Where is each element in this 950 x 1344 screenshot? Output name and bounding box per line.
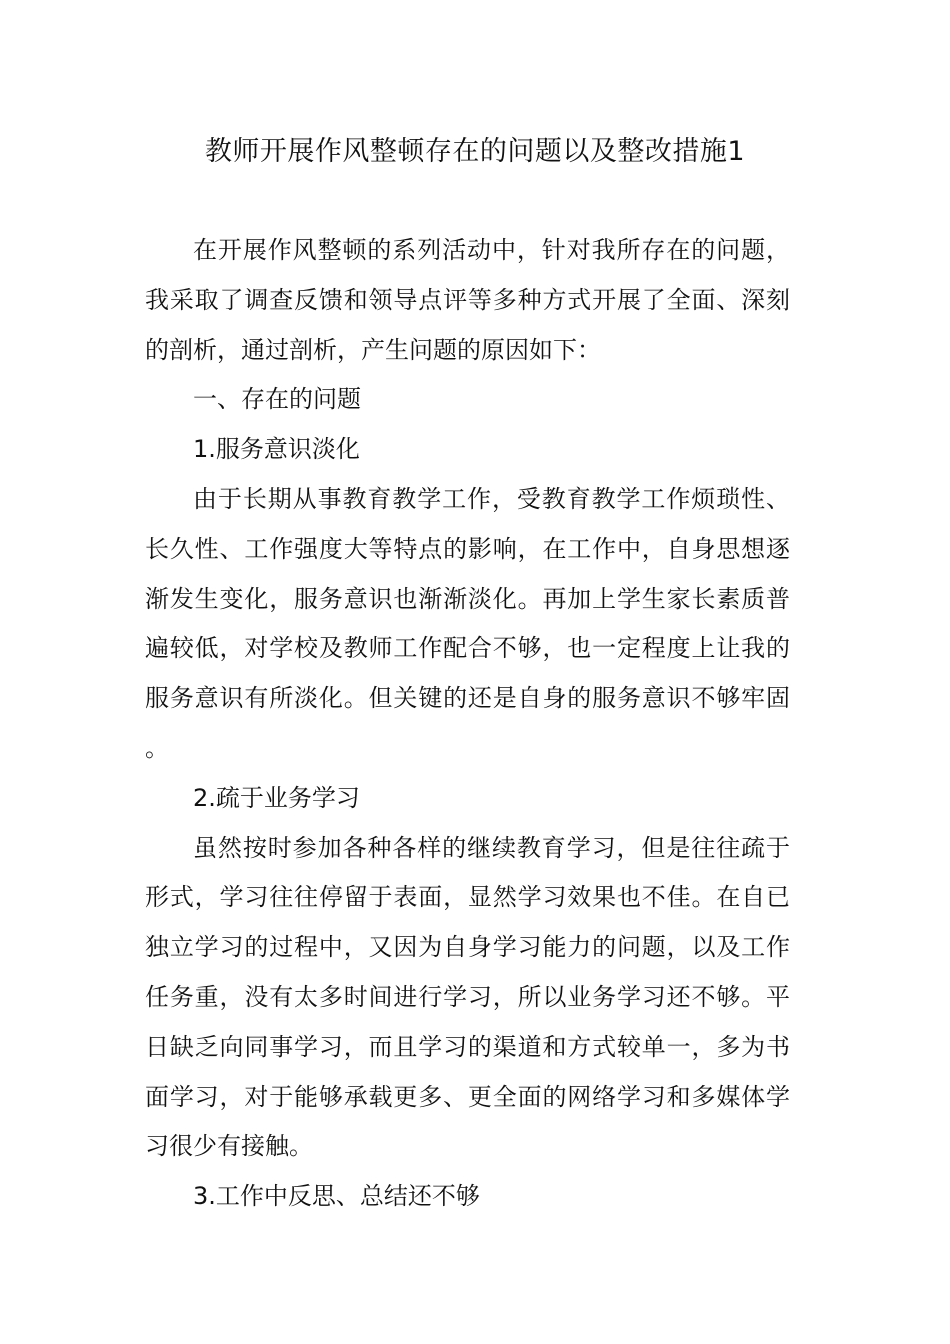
item-heading-1: 1.服务意识淡化 <box>193 435 360 464</box>
item-heading-3: 3.工作中反思、总结还不够 <box>193 1182 480 1211</box>
item-body-1: 由于长期从事教育教学工作，受教育教学工作烦琐性、长久性、工作强度大等特点的影响，在工作中，自身思想逐渐发生变化，服务意识也渐渐淡化。再加上学生家长素质普遍较低，对学校及教师工作配合不够，也一定程度上让我的服务意识有所淡化。但关键的还是自身的服务意识不够牢固。 <box>145 484 790 762</box>
document-title: 教师开展作风整顿存在的问题以及整改措施1 <box>204 136 746 167</box>
intro-paragraph: 在开展作风整顿的系列活动中，针对我所存在的问题，我采取了调查反馈和领导点评等多种方式开展了全面、深刻的剖析，通过剖析，产生问题的原因如下： <box>145 236 790 364</box>
document-body <box>145 226 790 1222</box>
item-body-2: 虽然按时参加各种各样的继续教育学习，但是往往疏于形式，学习往往停留于表面，显然学习效果也不佳。在自已独立学习的过程中，又因为自身学习能力的问题，以及工作任务重，没有太多时间进行学习，所以业务学习还不够。平日缺乏向同事学习，而且学习的渠道和方式较单一，多为书面学习，对于能够承载更多、更全面的网络学习和多媒体学习很少有接触。 <box>145 833 790 1161</box>
section-heading: 一、存在的问题 <box>193 385 361 414</box>
item-heading-2: 2.疏于业务学习 <box>193 783 360 812</box>
